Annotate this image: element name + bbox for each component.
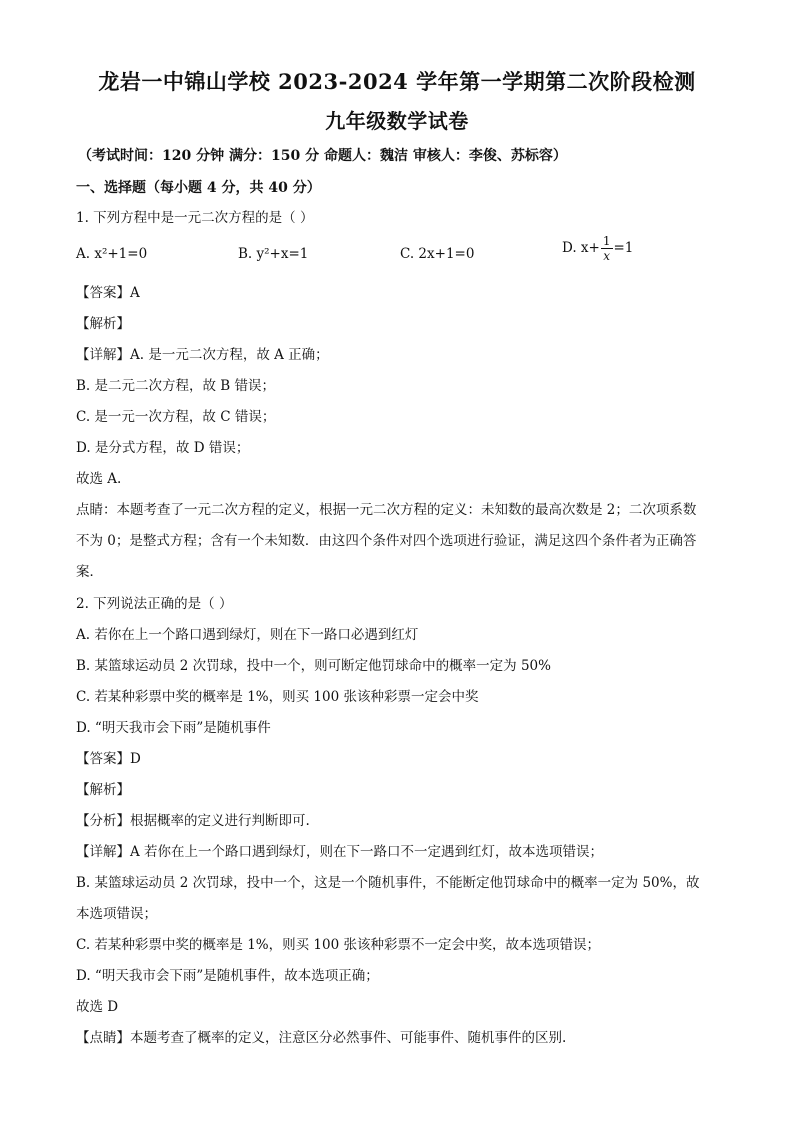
q1-analysis-label: 【解析】	[76, 316, 130, 332]
section-heading: 一、选择题（每小题 4 分，共 40 分）	[76, 180, 321, 196]
q2-explanation-line: 故选 D	[76, 999, 119, 1015]
q2-option-b: B. 某篮球运动员 2 次罚球，投中一个，则可断定他罚球命中的概率一定为 50%	[76, 658, 551, 674]
q1-explanation-line: 案．	[76, 564, 103, 580]
q2-explanation-line: 【点睛】本题考查了概率的定义，注意区分必然事件、可能事件、随机事件的区别.	[76, 1030, 567, 1046]
q2-explanation-line: B. 某篮球运动员 2 次罚球，投中一个，这是一个随机事件，不能断定他罚球命中的概率一定为 50%，故	[76, 875, 700, 891]
q2-option-c: C. 若某种彩票中奖的概率是 1%，则买 100 张该种彩票一定会中奖	[76, 689, 479, 705]
q1-option-d-suffix: =1	[613, 240, 634, 256]
q2-explanation-line: D. “明天我市会下雨”是随机事件，故本选项正确；	[76, 968, 379, 984]
q2-answer: 【答案】D	[76, 751, 141, 767]
q1-answer: 【答案】A	[76, 285, 140, 301]
q1-explanation-line: B. 是二元二次方程，故 B 错误；	[76, 378, 276, 394]
q2-option-d: D. “明天我市会下雨”是随机事件	[76, 720, 271, 736]
exam-subtitle: 九年级数学试卷	[325, 109, 469, 133]
q1-explanation-line: 点睛：本题考查了一元二次方程的定义，根据一元二次方程的定义：未知数的最高次数是 2；二次项系数	[76, 502, 697, 518]
q1-explanation-line: 【详解】A. 是一元二次方程，故 A 正确；	[76, 347, 329, 363]
exam-info: （考试时间：120 分钟 满分：150 分 命题人：魏洁 审核人：李俊、苏标容）	[78, 148, 567, 164]
q1-option-b: B. y²+x=1	[238, 246, 309, 262]
fraction-numerator: 1	[602, 234, 611, 248]
q2-option-a: A. 若你在上一个路口遇到绿灯，则在下一路口必遇到红灯	[76, 627, 419, 643]
q2-explanation-line: 【详解】A 若你在上一个路口遇到绿灯，则在下一路口不一定遇到红灯，故本选项错误；	[76, 844, 604, 860]
q1-option-c: C. 2x+1=0	[400, 246, 475, 262]
q1-explanation-line: 不为 0；是整式方程；含有一个未知数．由这四个条件对四个选项进行验证，满足这四个条件者为正确答	[76, 533, 697, 549]
q2-explanation-line: C. 若某种彩票中奖的概率是 1%，则买 100 张该种彩票不一定会中奖，故本选项错误；	[76, 937, 600, 953]
q2-explanation-line: 【分析】根据概率的定义进行判断即可.	[76, 813, 310, 829]
q1-stem: 1. 下列方程中是一元二次方程的是（ ）	[76, 210, 314, 226]
q2-stem: 2. 下列说法正确的是（ ）	[76, 596, 233, 612]
q1-option-d-prefix: D. x+	[562, 240, 600, 256]
q1-explanation-line: 故选 A.	[76, 471, 122, 487]
q1-option-d	[562, 234, 633, 263]
q2-analysis-label: 【解析】	[76, 782, 130, 798]
q1-option-a: A. x²+1=0	[76, 246, 148, 262]
fraction	[601, 234, 613, 263]
q1-explanation-line: D. 是分式方程，故 D 错误；	[76, 440, 250, 456]
q1-explanation-line: C. 是一元一次方程，故 C 错误；	[76, 409, 276, 425]
q2-explanation-line: 本选项错误；	[76, 906, 157, 922]
fraction-denominator: x	[603, 249, 611, 263]
exam-title: 龙岩一中锦山学校 2023-2024 学年第一学期第二次阶段检测	[98, 69, 696, 94]
